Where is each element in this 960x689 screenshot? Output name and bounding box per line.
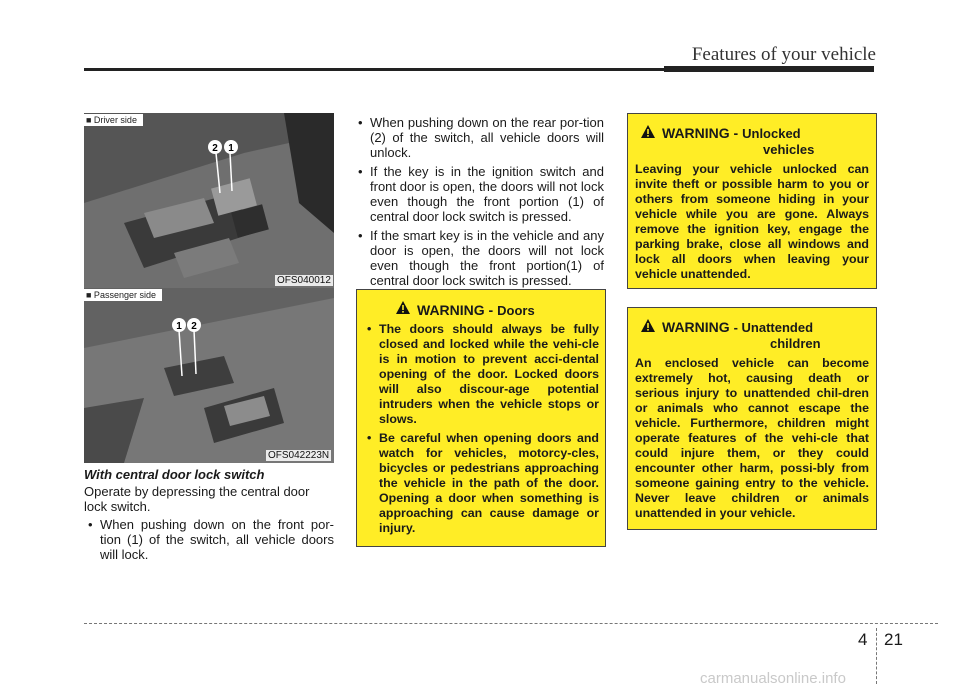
intro-paragraph: Operate by depressing the central door lock switch. (84, 484, 310, 514)
warning-triangle-icon (640, 124, 656, 139)
footer-rule (84, 623, 938, 624)
warning-box-unattended-children (627, 307, 877, 530)
list-item: • The doors should always be fully closed and locked while the vehi-cle is in motion to prevent acci-dental opening of the door. Locked doors will also discour-age potential intruders when the vehicle stops or slows. (363, 322, 599, 427)
watermark: carmanualsonline.info (700, 670, 846, 687)
page-header-title: Features of your vehicle (691, 44, 876, 65)
warning-subject: Unlocked (742, 126, 801, 141)
warning-subject-continued: vehicles (763, 142, 815, 157)
chapter-number: 4 (858, 630, 868, 649)
driver-side-photo (84, 113, 334, 288)
passenger-side-photo (84, 288, 334, 463)
warning-label: WARNING (662, 319, 730, 335)
page-number: 21 (884, 630, 903, 649)
warning-box-doors (356, 289, 606, 547)
warning-body: Leaving your vehicle unlocked can invite theft or possible harm to you or others from someone hiding in your vehicle while you are gone. Always remove the ignition key, engage the parking brake, close all windows and lock all doors when leaving your vehicle unattended. (635, 162, 869, 281)
svg-text:2: 2 (191, 321, 197, 332)
warning-label: WARNING - (662, 125, 739, 141)
warning-label: WARNING - (417, 302, 494, 318)
passenger-side-label: ■ Passenger side (84, 289, 162, 301)
warning-triangle-icon (640, 318, 656, 333)
list-item: • When pushing down on the rear por-tion (2) of the switch, all vehicle doors will unlock. (354, 115, 604, 160)
list-item: • When pushing down on the front por-tion (1) of the switch, all vehicle doors will lock. (84, 517, 334, 562)
driver-side-label: ■ Driver side (84, 114, 143, 126)
warning-subject-continued: children (770, 336, 821, 351)
section-subheading: With central door lock switch (84, 467, 265, 482)
passenger-side-photo-code: OFS042223N (268, 450, 330, 461)
warning-subject: - Unattended (733, 320, 814, 335)
list-item: • If the smart key is in the vehicle and any door is open, the doors will not lock even though the front portion(1) of central door lock switch is pressed. (354, 228, 604, 288)
svg-text:2: 2 (212, 143, 218, 154)
list-item: • If the key is in the ignition switch and front door is open, the doors will not lock even though the front portion (1) of central door lock switch is pressed. (354, 164, 604, 224)
left-bullet-list (84, 517, 334, 566)
driver-side-photo-code: OFS040012 (277, 275, 331, 286)
list-item: • Be careful when opening doors and watch for vehicles, motorcy-cles, bicycles or pedestrians approaching the vehicle in the path of the door. Opening a door when something is approaching can cause damage or injury. (363, 431, 599, 536)
svg-text:1: 1 (228, 143, 234, 154)
warning-subject: Doors (497, 303, 535, 318)
warning-body: An enclosed vehicle can become extremely hot, causing death or serious injury to unattended chil-dren or animals who cannot escape the vehicle. Furthermore, children might operate features of the vehi-cle that could injure them, or they could encounter other harm, possi-bly from someone gaining entry to the vehicle. Never leave children or animals unattended in your vehicle. (635, 356, 869, 520)
warning-box-unlocked-vehicles (627, 113, 877, 289)
header-rule-accent (664, 66, 874, 72)
footer-divider (876, 628, 877, 684)
middle-bullet-list (354, 115, 604, 292)
warning-triangle-icon (395, 300, 411, 315)
svg-text:1: 1 (176, 321, 182, 332)
